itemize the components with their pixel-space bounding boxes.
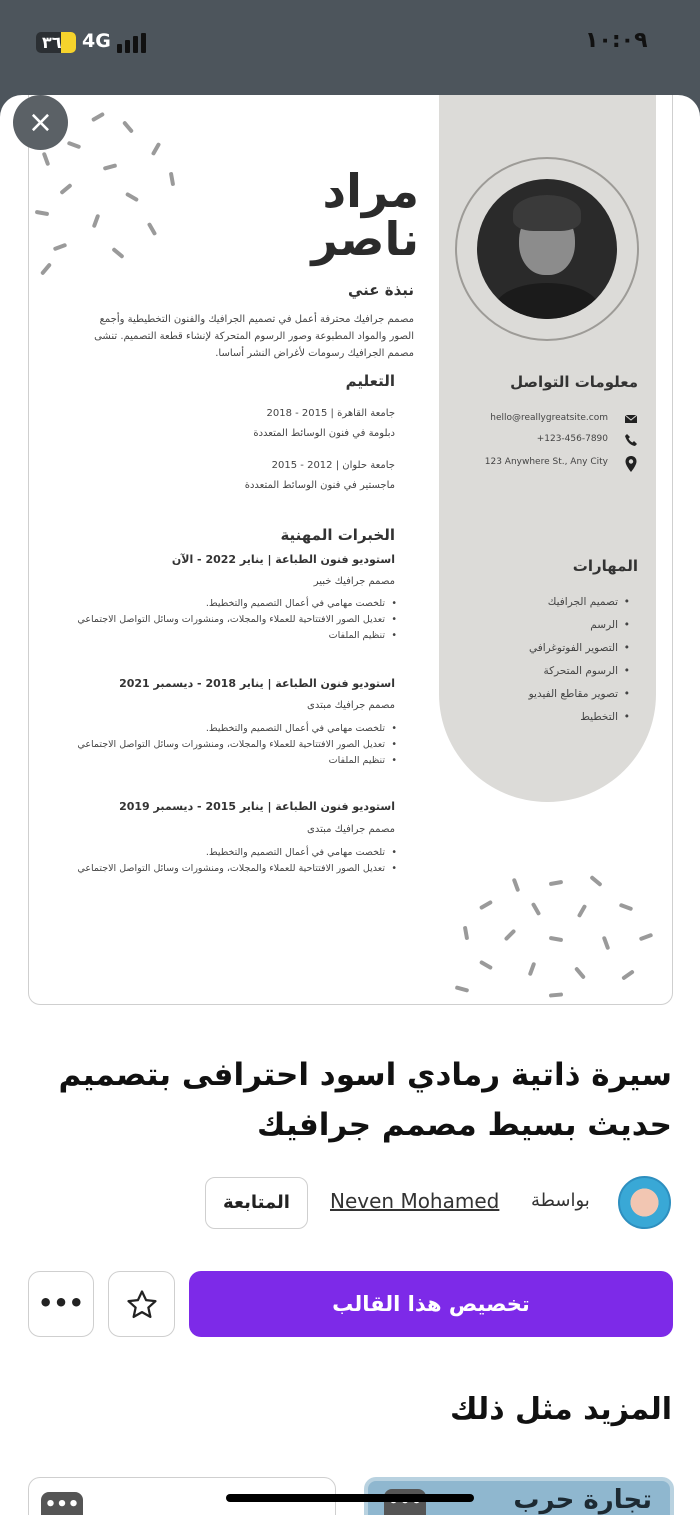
card-more-button[interactable] [384,1489,426,1515]
more-options-button[interactable] [28,1271,94,1337]
experience-heading: الخبرات المهنية [280,526,395,544]
education-heading: التعليم [345,372,395,390]
action-row [28,1271,673,1337]
contact-address: 123 Anywhere St., Any City [484,457,608,467]
about-text: مصمم جرافيك محترفة أعمل في تصميم الجرافيك والفنون التخطيطية وأجمع الصور والمواد المطبوعة وصور الرسوم المتحركة لإنشاء قطعة التصميم. تنشى مصمم الجرافيك رسومات لأغراض النشر أساسا. [94,314,414,359]
more-dots-icon: ••• [37,1289,85,1317]
customize-template-button[interactable]: تخصيص هذا القالب [189,1271,673,1337]
envelope-icon [624,412,638,426]
contact-heading: معلومات التواصل [510,373,638,391]
skill-item: • تصميم الجرافيك [450,591,630,614]
card-title-peek: تجارة حرب [513,1485,652,1515]
more-like-this-heading: المزيد مثل ذلك [450,1392,672,1427]
job-duties: • تلخصت مهامي في أعمال التصميم والتخطيط. • تعديل الصور الافتتاحية للعملاء والمجلات، ومنشورات وسائل التواصل الاجتماعي [77,845,397,877]
follow-button[interactable]: المتابعة [205,1177,308,1229]
skill-item: • الرسوم المتحركة [450,660,630,683]
status-bar [0,0,700,95]
close-icon: × [27,105,54,140]
author-avatar[interactable] [618,1176,671,1229]
template-title-line-2: حديث بسيط مصمم جرافيك [256,1107,672,1143]
template-title [32,1050,672,1150]
education-item: جامعة حلوان | 2012 - 2015 ماجستير في فنون الوسائط المتعددة [244,460,395,491]
skill-item: • تصوير مقاطع الفيديو [450,683,630,706]
network-type: 4G [82,30,111,52]
contact-email: hello@reallygreatsite.com [490,413,608,423]
star-icon [125,1288,159,1322]
by-label: بواسطة [531,1190,590,1211]
close-button[interactable] [13,95,68,150]
skills-heading: المهارات [572,557,638,575]
skill-item: • الرسم [450,614,630,637]
resume-name-first: مراد [322,164,419,218]
template-sheet [0,95,700,1515]
job-duties: • تلخصت مهامي في أعمال التصميم والتخطيط. • تعديل الصور الافتتاحية للعملاء والمجلات، ومنشورات وسائل التواصل الاجتماعي • تنظيم الملفات [77,721,397,769]
profile-photo [477,179,617,319]
battery-level: ٣٦ [42,33,62,52]
signal-icon [117,33,153,53]
location-pin-icon [624,455,638,473]
home-indicator[interactable] [226,1494,474,1502]
skill-item: • التخطيط [450,706,630,729]
skill-item: • التصوير الفوتوغرافي [450,637,630,660]
resume-name [311,164,419,266]
education-item: جامعة القاهرة | 2015 - 2018 دبلومة في فنون الوسائط المتعددة [253,408,395,439]
status-time: ١٠:٠٩ [585,28,648,53]
template-title-line-1: سيرة ذاتية رمادي اسود احترافى بتصميم [58,1057,672,1093]
confetti-decoration-bottom [449,875,669,1005]
phone-icon [624,433,638,447]
job-title: استوديو فنون الطباعة | يناير 2015 - ديسمبر 2019 [119,800,395,813]
job-title: استوديو فنون الطباعة | يناير 2018 - ديسمبر 2021 [119,677,395,690]
job-role: مصمم جرافيك خبير [313,576,395,587]
resume-name-last: ناصر [311,212,419,266]
contact-phone: +123-456-7890 [536,434,608,444]
job-title: استوديو فنون الطباعة | يناير 2022 - الآن [171,553,395,566]
job-duties: • تلخصت مهامي في أعمال التصميم والتخطيط. • تعديل الصور الافتتاحية للعملاء والمجلات، ومنشورات وسائل التواصل الاجتماعي • تنظيم الملفات [77,596,397,644]
about-heading: نبذة عني [347,281,414,299]
favorite-button[interactable] [108,1271,175,1337]
battery-icon [36,32,76,53]
skills-list [450,591,630,729]
author-link[interactable]: Neven Mohamed [330,1189,500,1213]
card-more-button[interactable]: ••• [41,1492,83,1515]
job-role: مصمم جرافيك مبتدى [307,824,395,835]
resume-preview[interactable] [28,95,673,1005]
job-role: مصمم جرافيك مبتدى [307,700,395,711]
author-row [205,1175,675,1231]
